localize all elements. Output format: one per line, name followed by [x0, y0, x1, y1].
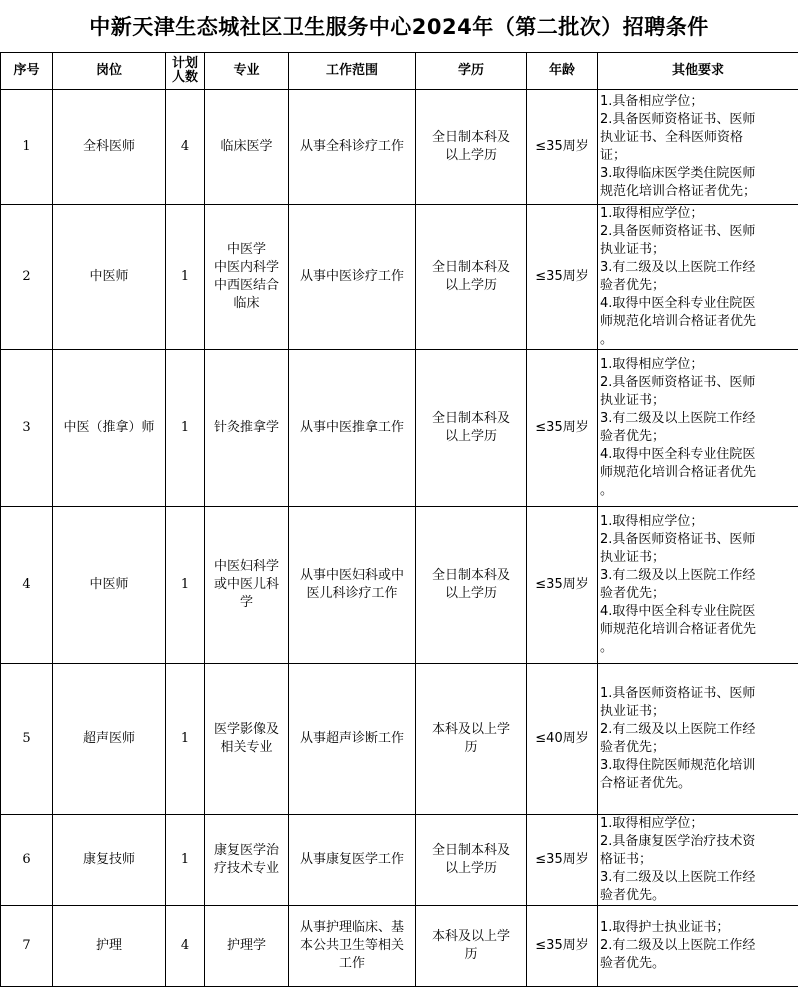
cell-other-line: 验者优先；: [600, 277, 798, 295]
cell-other-line: 1.取得相应学位；: [600, 815, 798, 833]
cell-other-line: 。: [600, 639, 798, 657]
cell-seq: 7: [1, 906, 53, 987]
header-row: [1, 53, 798, 90]
cell-other-line: 师规范化培训合格证者优先: [600, 464, 798, 482]
cell-scope-line: 从事超声诊断工作: [291, 730, 413, 748]
cell-other-line: 2.具备医师资格证书、医师: [600, 111, 798, 129]
cell-count: 4: [166, 90, 205, 205]
header-major: 专业: [205, 53, 289, 90]
cell-other: [598, 664, 798, 815]
cell-scope: [289, 815, 416, 906]
cell-count: 1: [166, 815, 205, 906]
cell-other-line: 4.取得中医全科专业住院医: [600, 603, 798, 621]
cell-major: [205, 205, 289, 350]
cell-education: [416, 90, 527, 205]
table-row: [1, 205, 798, 350]
cell-scope-line: 从事护理临床、基: [291, 919, 413, 937]
cell-major-line: 或中医儿科: [207, 576, 286, 594]
cell-other-line: 执业证书、全科医师资格: [600, 129, 798, 147]
cell-other-line: 。: [600, 482, 798, 500]
cell-education-line: 历: [418, 739, 524, 757]
cell-position: 超声医师: [53, 664, 166, 815]
cell-major: [205, 507, 289, 664]
cell-other-line: 证；: [600, 147, 798, 165]
cell-position: 护理: [53, 906, 166, 987]
cell-major-line: 针灸推拿学: [207, 419, 286, 437]
header-position: 岗位: [53, 53, 166, 90]
cell-major-line: 临床: [207, 295, 286, 313]
recruitment-table: [0, 52, 798, 987]
cell-education-line: 全日制本科及: [418, 410, 524, 428]
table-row: [1, 906, 798, 987]
header-education: 学历: [416, 53, 527, 90]
cell-scope-line: 工作: [291, 955, 413, 973]
cell-major-line: 中医妇科学: [207, 558, 286, 576]
cell-other-line: 验者优先。: [600, 887, 798, 905]
cell-major: [205, 815, 289, 906]
cell-other-line: 3.有二级及以上医院工作经: [600, 869, 798, 887]
cell-other-line: 师规范化培训合格证者优先: [600, 621, 798, 639]
cell-education: [416, 906, 527, 987]
cell-position: 中医师: [53, 507, 166, 664]
cell-count: 1: [166, 664, 205, 815]
cell-scope-line: 从事中医诊疗工作: [291, 268, 413, 286]
cell-major-line: 康复医学治: [207, 842, 286, 860]
cell-other-line: 3.有二级及以上医院工作经: [600, 410, 798, 428]
cell-major-line: 疗技术专业: [207, 860, 286, 878]
header-count-line1: 计划: [172, 56, 198, 71]
cell-other-line: 验者优先；: [600, 428, 798, 446]
cell-other: [598, 205, 798, 350]
cell-major-line: 中西医结合: [207, 277, 286, 295]
cell-scope-line: 医儿科诊疗工作: [291, 585, 413, 603]
cell-other-line: 执业证书；: [600, 392, 798, 410]
cell-other-line: 2.具备医师资格证书、医师: [600, 374, 798, 392]
cell-major-line: 医学影像及: [207, 721, 286, 739]
cell-education-line: 本科及以上学: [418, 721, 524, 739]
cell-major-line: 中医学: [207, 241, 286, 259]
cell-other-line: 2.有二级及以上医院工作经: [600, 937, 798, 955]
cell-major-line: 临床医学: [207, 138, 286, 156]
cell-age: ≤35周岁: [527, 205, 598, 350]
cell-age: ≤35周岁: [527, 90, 598, 205]
cell-scope: [289, 664, 416, 815]
cell-scope-line: 从事中医妇科或中: [291, 567, 413, 585]
cell-scope-line: 本公共卫生等相关: [291, 937, 413, 955]
cell-other-line: 合格证者优先。: [600, 775, 798, 793]
cell-count: 1: [166, 205, 205, 350]
cell-other-line: 1.取得相应学位；: [600, 356, 798, 374]
table-row: [1, 90, 798, 205]
cell-education-line: 历: [418, 946, 524, 964]
cell-education: [416, 815, 527, 906]
cell-position: 中医师: [53, 205, 166, 350]
cell-seq: 2: [1, 205, 53, 350]
cell-scope: [289, 350, 416, 507]
cell-scope-line: 从事中医推拿工作: [291, 419, 413, 437]
header-count: [166, 53, 205, 90]
cell-position: 全科医师: [53, 90, 166, 205]
cell-age: ≤35周岁: [527, 815, 598, 906]
cell-education-line: 以上学历: [418, 860, 524, 878]
cell-major-line: 护理学: [207, 937, 286, 955]
cell-other-line: 格证书；: [600, 851, 798, 869]
cell-other-line: 规范化培训合格证者优先；: [600, 183, 798, 201]
cell-other: [598, 90, 798, 205]
header-other: 其他要求: [598, 53, 798, 90]
cell-other: [598, 507, 798, 664]
cell-scope: [289, 507, 416, 664]
cell-other-line: 1.取得护士执业证书；: [600, 919, 798, 937]
cell-age: ≤40周岁: [527, 664, 598, 815]
cell-education: [416, 350, 527, 507]
header-scope: 工作范围: [289, 53, 416, 90]
cell-scope-line: 从事全科诊疗工作: [291, 138, 413, 156]
cell-age: ≤35周岁: [527, 507, 598, 664]
cell-other-line: 验者优先；: [600, 585, 798, 603]
cell-other-line: 2.具备医师资格证书、医师: [600, 223, 798, 241]
cell-other: [598, 350, 798, 507]
cell-education-line: 全日制本科及: [418, 129, 524, 147]
header-count-line2: 人数: [172, 70, 198, 85]
header-age: 年龄: [527, 53, 598, 90]
cell-seq: 6: [1, 815, 53, 906]
cell-education: [416, 205, 527, 350]
cell-scope: [289, 90, 416, 205]
cell-other-line: 2.具备康复医学治疗技术资: [600, 833, 798, 851]
cell-education-line: 以上学历: [418, 277, 524, 295]
cell-other: [598, 906, 798, 987]
cell-other-line: 3.取得住院医师规范化培训: [600, 757, 798, 775]
cell-other-line: 1.取得相应学位；: [600, 205, 798, 223]
cell-other-line: 3.有二级及以上医院工作经: [600, 259, 798, 277]
cell-major-line: 中医内科学: [207, 259, 286, 277]
cell-other-line: 执业证书；: [600, 241, 798, 259]
cell-education: [416, 507, 527, 664]
cell-other-line: 执业证书；: [600, 703, 798, 721]
cell-position: 中医（推拿）师: [53, 350, 166, 507]
cell-education-line: 以上学历: [418, 147, 524, 165]
cell-other-line: 1.取得相应学位；: [600, 513, 798, 531]
cell-other-line: 4.取得中医全科专业住院医: [600, 446, 798, 464]
cell-major: [205, 350, 289, 507]
cell-other-line: 验者优先；: [600, 739, 798, 757]
cell-other-line: 3.取得临床医学类住院医师: [600, 165, 798, 183]
table-row: [1, 507, 798, 664]
cell-other-line: 2.具备医师资格证书、医师: [600, 531, 798, 549]
cell-major-line: 学: [207, 594, 286, 612]
cell-scope: [289, 205, 416, 350]
cell-other-line: 1.具备医师资格证书、医师: [600, 685, 798, 703]
cell-other-line: 3.有二级及以上医院工作经: [600, 567, 798, 585]
table-row: [1, 664, 798, 815]
cell-seq: 4: [1, 507, 53, 664]
cell-other-line: 。: [600, 331, 798, 349]
cell-count: 4: [166, 906, 205, 987]
cell-education-line: 全日制本科及: [418, 842, 524, 860]
cell-major: [205, 906, 289, 987]
cell-seq: 5: [1, 664, 53, 815]
cell-scope-line: 从事康复医学工作: [291, 851, 413, 869]
header-seq: 序号: [1, 53, 53, 90]
cell-education: [416, 664, 527, 815]
cell-education-line: 本科及以上学: [418, 928, 524, 946]
cell-seq: 3: [1, 350, 53, 507]
cell-education-line: 以上学历: [418, 585, 524, 603]
cell-education-line: 全日制本科及: [418, 259, 524, 277]
cell-major: [205, 90, 289, 205]
cell-other-line: 4.取得中医全科专业住院医: [600, 295, 798, 313]
cell-other-line: 验者优先。: [600, 955, 798, 973]
table-row: [1, 350, 798, 507]
cell-major: [205, 664, 289, 815]
cell-other-line: 师规范化培训合格证者优先: [600, 313, 798, 331]
cell-age: ≤35周岁: [527, 350, 598, 507]
cell-count: 1: [166, 350, 205, 507]
cell-scope: [289, 906, 416, 987]
cell-seq: 1: [1, 90, 53, 205]
table-row: [1, 815, 798, 906]
cell-other-line: 执业证书；: [600, 549, 798, 567]
cell-education-line: 全日制本科及: [418, 567, 524, 585]
cell-major-line: 相关专业: [207, 739, 286, 757]
cell-age: ≤35周岁: [527, 906, 598, 987]
cell-count: 1: [166, 507, 205, 664]
cell-other-line: 2.有二级及以上医院工作经: [600, 721, 798, 739]
cell-position: 康复技师: [53, 815, 166, 906]
cell-education-line: 以上学历: [418, 428, 524, 446]
cell-other-line: 1.具备相应学位；: [600, 93, 798, 111]
cell-other: [598, 815, 798, 906]
page-title: 中新天津生态城社区卫生服务中心2024年（第二批次）招聘条件: [0, 0, 798, 52]
